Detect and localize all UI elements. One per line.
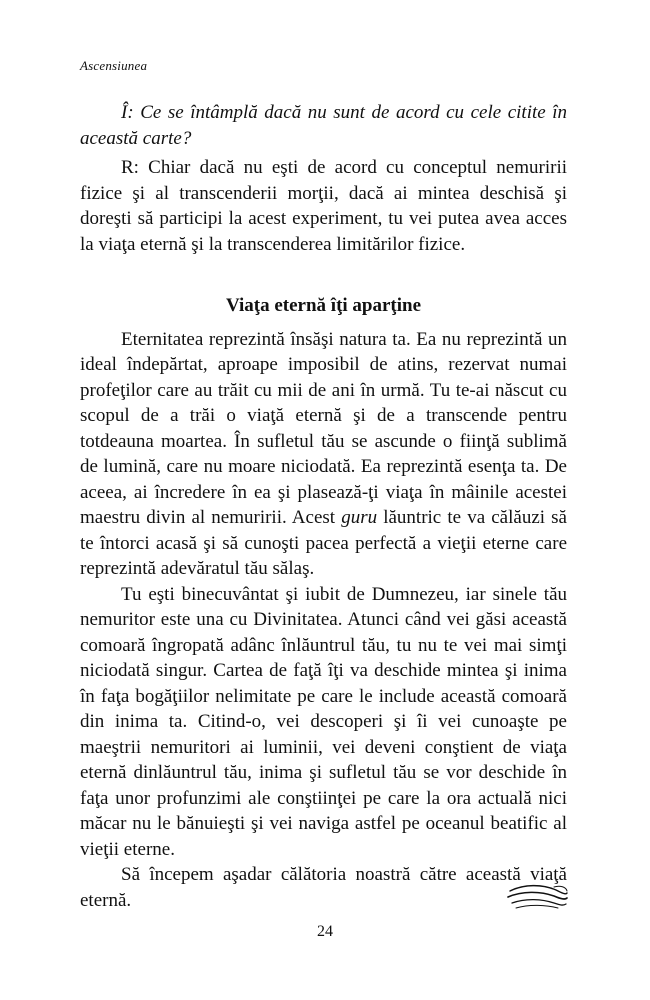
running-header: Ascensiunea: [80, 58, 148, 73]
page-body: [80, 100, 567, 913]
answer-paragraph: R: Chiar dacă nu eşti de acord cu conceptul nemuririi fizice şi al transcenderii morţii, dacă ai mintea deschisă şi doreşti să participi la acest experiment, tu vei putea avea acces la viaţa eternă şi la transcenderea limitărilor fizice.: [80, 157, 567, 255]
page-number: 24: [317, 923, 333, 940]
question-paragraph: Î: Ce se întâmplă dacă nu sunt de acord cu cele citite în această carte?: [80, 102, 567, 149]
flourish-ornament-icon: [506, 882, 570, 912]
section-heading: Viaţa eternă îţi aparţine: [225, 295, 422, 316]
paragraph-1-text-start: Eternitatea reprezintă însăşi natura ta. Ea nu reprezintă un ideal îndepărtat, aproape imposibil de atins, rezervat numai profeţilor care au trăit cu mii de ani în urmă. Tu te-ai născut cu scopul de a trăi o viaţă eternă şi de a transcende pentru totdeauna moartea. În sufletul tău se ascunde o fiinţă sublimă de lumină, care nu moare niciodată. Ea reprezintă esenţa ta. De aceea, ai încredere în ea şi plasează-ţi viaţa în mâinile acestei maestru divin al nemuririi. Acest: [80, 328, 567, 528]
body-paragraph-3: Să începem aşadar călătoria noastră către această viaţă eternă.: [80, 864, 567, 911]
body-paragraph-2: Tu eşti binecuvântat şi iubit de Dumnezeu, iar sinele tău nemuritor este una cu Divinitatea. Atunci când vei găsi această comoară îngropată adânc înlăuntrul tău, tu nu te vei mai simţi niciodată singur. Cartea de faţă îţi va deschide mintea şi inima în faţa bogăţiilor nelimitate pe care le include această comoară din inima ta. Citind-o, vei descoperi şi îi vei cunoaşte pe maeştrii nemuritori ai luminii, vei deveni conştient de viaţa eternă dinlăuntrul tău, inima şi sufletul tău se vor deschide în faţa unor profunzimi ale conştiinţei pe care la ora actuală nici măcar nu le bănuieşti şi vei naviga astfel pe oceanul beatific al vieţii eterne.: [80, 583, 567, 860]
guru-term: guru: [341, 507, 378, 528]
body-paragraph-1: [80, 327, 567, 582]
paragraph-1-text-end: lăuntric te va călăuzi să te întorci acasă şi să cunoşti pacea perfectă a vieţii eterne care reprezintă adevăratul tău sălaş.: [80, 507, 567, 579]
